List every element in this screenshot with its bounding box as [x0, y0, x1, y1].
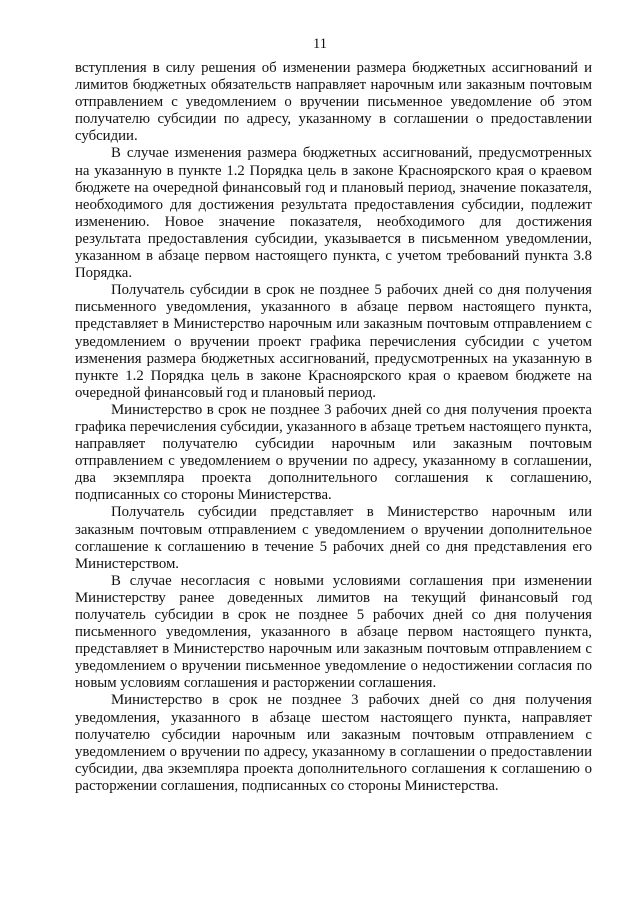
paragraph-4: Министерство в срок не позднее 3 рабочих дней со дня получения проекта графика перечисления субсидии, указанного в абзаце третьем настоящего пункта, направляет получателю субсидии нарочным или заказным почтовым отправлением с уведомлением о вручении по адресу, указанному в соглашении, два экземпляра проекта дополнительного соглашения к соглашению, подписанных со стороны Министерства.	[75, 401, 592, 504]
paragraph-6: В случае несогласия с новыми условиями соглашения при изменении Министерству ранее доведенных лимитов на текущий финансовый год получатель субсидии в срок не позднее 5 рабочих дней со дня получения письменного уведомления, указанного в абзаце первом настоящего пункта, представляет в Министерство нарочным или заказным почтовым отправлением с уведомлением о вручении письменное уведомление о недостижении согласия по новым условиям соглашения и расторжении соглашения.	[75, 572, 592, 692]
page-number: 11	[313, 36, 327, 52]
paragraph-3: Получатель субсидии в срок не позднее 5 рабочих дней со дня получения письменного уведомления, указанного в абзаце первом настоящего пункта, представляет в Министерство нарочным или заказным почтовым отправлением с уведомлением о вручении проект графика перечисления субсидии с учетом изменения размера бюджетных ассигнований, предусмотренных на указанную в пункте 1.2 Порядка цель в законе Красноярского края о краевом бюджете на очередной финансовый год и плановый период.	[75, 282, 592, 401]
paragraph-7: Министерство в срок не позднее 3 рабочих дней со дня получения уведомления, указанного в абзаце шестом настоящего пункта, направляет получателю субсидии нарочным или заказным почтовым отправлением с уведомлением о вручении по адресу, указанному в соглашении о предоставлении субсидии, два экземпляра проекта дополнительного соглашения к соглашению о расторжении соглашения, подписанных со стороны Министерства.	[75, 692, 592, 794]
paragraph-1: вступления в силу решения об изменении размера бюджетных ассигнований и лимитов бюджетных обязательств направляет нарочным или заказным почтовым отправлением с уведомлением о вручении письменное уведомление об этом получателю субсидии по адресу, указанному в соглашении о предоставлении субсидии.	[75, 60, 592, 145]
document-body	[75, 60, 592, 795]
paragraph-2: В случае изменения размера бюджетных ассигнований, предусмотренных на указанную в пункте 1.2 Порядка цель в законе Красноярского края о краевом бюджете на очередной финансовый год и плановый период, значение показателя, необходимого для достижения результата предоставления субсидии, подлежит изменению. Новое значение показателя, необходимого для достижения результата предоставления субсидии, указывается в письменном уведомлении, указанном в абзаце первом настоящего пункта, с учетом требований пункта 3.8 Порядка.	[75, 145, 592, 282]
paragraph-5: Получатель субсидии представляет в Министерство нарочным или заказным почтовым отправлением с уведомлением о вручении дополнительное соглашение к соглашению в течение 5 рабочих дней со дня представления его Министерством.	[75, 504, 592, 572]
